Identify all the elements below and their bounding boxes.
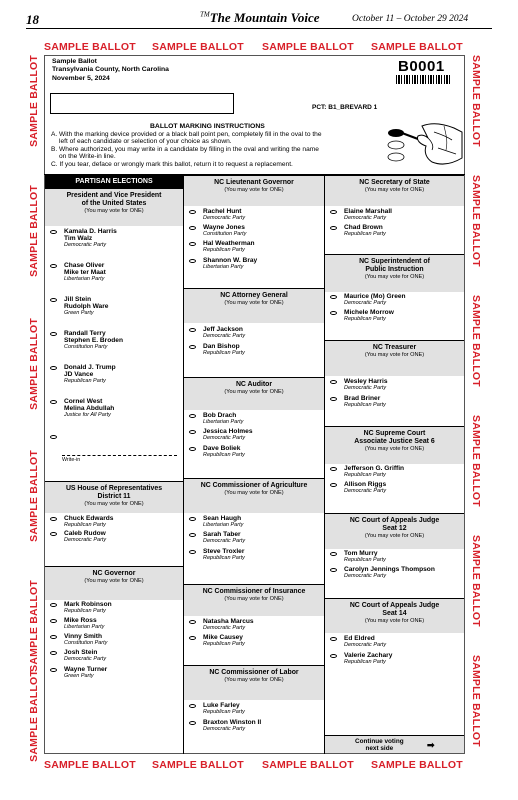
candidate-party: Democratic Party — [344, 215, 387, 222]
candidate-oval[interactable] — [50, 532, 57, 536]
candidate-oval[interactable] — [330, 467, 337, 471]
candidate-name: Hal Weatherman — [203, 240, 255, 247]
vote-for-note: (You may vote for ONE) — [84, 578, 144, 584]
candidate-party: Democratic Party — [203, 435, 246, 442]
candidate-oval[interactable] — [50, 517, 57, 521]
marking-hand-illustration — [382, 118, 464, 174]
candidate-name: Carolyn Jennings Thompson — [344, 566, 435, 573]
candidate-entry[interactable] — [64, 262, 106, 283]
candidate-party: Republican Party — [203, 452, 245, 459]
candidate-entry[interactable] — [344, 481, 386, 495]
candidate-name: Kamala D. Harris — [64, 228, 117, 235]
candidate-oval[interactable] — [330, 568, 337, 572]
candidate-party: Democratic Party — [203, 726, 246, 733]
candidate-name: Donald J. Trump — [64, 364, 116, 371]
contest-header-us-house — [45, 481, 183, 513]
candidate-entry[interactable] — [203, 515, 243, 529]
candidate-entry[interactable] — [344, 566, 435, 580]
candidate-name: Bob Drach — [203, 412, 237, 419]
candidate-entry[interactable] — [203, 240, 255, 254]
candidate-name: Mike Causey — [203, 634, 243, 641]
candidate-entry[interactable] — [64, 633, 107, 647]
candidate-party: Democratic Party — [344, 573, 387, 580]
candidate-party: Republican Party — [344, 557, 386, 564]
candidate-oval[interactable] — [330, 552, 337, 556]
candidate-name: Wayne Jones — [203, 224, 245, 231]
candidate-oval[interactable] — [189, 447, 196, 451]
ballot-header-line: Sample Ballot — [52, 58, 97, 65]
candidate-entry[interactable] — [203, 428, 253, 442]
vote-for-note: (You may vote for ONE) — [84, 208, 144, 214]
candidate-name: JD Vance — [64, 371, 94, 379]
candidate-entry[interactable] — [344, 465, 404, 479]
contest-title: NC Auditor — [235, 381, 273, 388]
candidate-party: Democratic Party — [203, 215, 246, 222]
candidate-party: Democratic Party — [344, 488, 387, 495]
candidate-name: Mike ter Maat — [64, 269, 106, 277]
candidate-entry[interactable] — [64, 601, 112, 615]
candidate-name: Valerie Zachary — [344, 652, 393, 659]
sample-ballot-watermark: SAMPLE BALLOT — [470, 535, 482, 627]
candidate-oval[interactable] — [50, 366, 57, 370]
candidate-name: Rudolph Ware — [64, 303, 109, 311]
candidate-party: Libertarian Party — [64, 624, 105, 631]
candidate-party: Republican Party — [64, 522, 106, 529]
candidate-party: Constitution Party — [64, 640, 108, 647]
candidate-entry[interactable] — [64, 228, 117, 249]
candidate-entry[interactable] — [64, 364, 116, 385]
contest-header-auditor — [184, 377, 324, 410]
candidate-party: Democratic Party — [64, 537, 107, 544]
instruction-line: B. Where authorized, you may write in a candidate by filling in the oval and writing the name — [51, 145, 319, 153]
candidate-entry[interactable] — [203, 618, 254, 632]
candidate-name: Steve Troxler — [203, 548, 245, 555]
candidate-entry[interactable] — [203, 548, 245, 562]
candidate-party: Democratic Party — [64, 242, 107, 249]
candidate-oval[interactable] — [50, 264, 57, 268]
candidate-oval[interactable] — [330, 637, 337, 641]
sample-ballot-watermark: SAMPLE BALLOT — [470, 415, 482, 507]
contest-title: NC Court of Appeals Judge — [349, 517, 440, 524]
contest-title: Seat 12 — [382, 525, 407, 532]
contest-title: District 11 — [97, 493, 131, 500]
sample-ballot-watermark: SAMPLE BALLOT — [470, 175, 482, 267]
sample-ballot-watermark: SAMPLE BALLOT — [28, 580, 40, 672]
candidate-oval[interactable] — [189, 517, 196, 521]
contest-title: NC Commissioner of Agriculture — [200, 482, 308, 489]
candidate-party: Libertarian Party — [203, 522, 244, 529]
contest-title: NC Supreme Court — [363, 430, 426, 437]
candidate-entry[interactable] — [203, 208, 245, 222]
candidate-entry[interactable] — [344, 395, 386, 409]
write-in-label: Write-in — [62, 457, 81, 463]
contest-title: of the United States — [81, 200, 147, 207]
sample-ballot-watermark: SAMPLE BALLOT — [28, 450, 40, 542]
candidate-party: Democratic Party — [203, 625, 246, 632]
contest-header-agriculture — [184, 478, 324, 513]
candidate-entry[interactable] — [344, 293, 406, 307]
vote-for-note: (You may vote for ONE) — [224, 596, 284, 602]
candidate-name: Shannon W. Bray — [203, 257, 258, 264]
candidate-oval[interactable] — [189, 242, 196, 246]
candidate-name: Dan Bishop — [203, 343, 240, 350]
candidate-party: Constitution Party — [64, 344, 108, 351]
contest-header-attorney-general — [184, 288, 324, 323]
candidate-oval[interactable] — [189, 636, 196, 640]
candidate-oval[interactable] — [189, 704, 196, 708]
candidate-entry[interactable] — [344, 635, 386, 649]
candidate-name: Chase Oliver — [64, 262, 105, 269]
contest-header-governor — [45, 566, 183, 600]
candidate-oval[interactable] — [50, 332, 57, 336]
candidate-entry[interactable] — [344, 652, 392, 666]
candidate-party: Republican Party — [203, 247, 245, 254]
continue-text — [355, 738, 404, 752]
precinct-label: PCT: B1_BREVARD 1 — [312, 104, 378, 111]
publication-name: The Mountain Voice — [209, 10, 320, 25]
candidate-party: Democratic Party — [344, 300, 387, 307]
sample-ballot-watermark: SAMPLE BALLOT — [28, 55, 40, 147]
contest-title: US House of Representatives — [65, 485, 163, 492]
contest-header-secretary-of-state — [325, 175, 464, 206]
contest-header-labor — [184, 665, 324, 700]
candidate-entry[interactable] — [64, 330, 123, 351]
continue-line: Continue voting — [355, 738, 404, 745]
candidate-party: Republican Party — [344, 402, 386, 409]
candidate-party: Libertarian Party — [203, 419, 244, 426]
sample-ballot-watermark: SAMPLE BALLOT — [371, 759, 463, 771]
candidate-party: Republican Party — [344, 472, 386, 479]
candidate-entry[interactable] — [203, 412, 243, 426]
candidate-name: Josh Stein — [64, 649, 98, 656]
candidate-oval[interactable] — [189, 721, 196, 725]
candidate-name: Mark Robinson — [64, 601, 112, 608]
candidate-name: Allison Riggs — [344, 481, 387, 488]
publication-date: October 11 – October 29 2024 — [352, 14, 469, 24]
candidate-party: Constitution Party — [203, 231, 247, 238]
candidate-name: Wesley Harris — [344, 378, 388, 385]
contest-title: NC Attorney General — [220, 292, 288, 299]
vote-for-note: (You may vote for ONE) — [224, 490, 284, 496]
candidate-name: Sean Haugh — [203, 515, 242, 522]
candidate-name: Stephen E. Broden — [64, 337, 123, 345]
contest-header-supreme-court — [325, 426, 464, 464]
partisan-elections-banner: PARTISAN ELECTIONS — [45, 175, 183, 188]
candidate-name: Michele Morrow — [344, 309, 394, 316]
candidate-name: Ed Eldred — [344, 635, 375, 642]
candidate-name: Dave Boliek — [203, 445, 241, 452]
candidate-name: Vinny Smith — [64, 633, 102, 640]
ballot-header-line: November 5, 2024 — [52, 74, 110, 82]
candidate-oval[interactable] — [189, 328, 196, 332]
contest-title: NC Superintendent of — [359, 258, 430, 265]
candidate-party: Green Party — [64, 310, 94, 317]
contest-title: NC Governor — [92, 570, 136, 577]
sample-ballot-watermark: SAMPLE BALLOT — [152, 759, 244, 771]
candidate-entry[interactable] — [203, 326, 245, 340]
candidate-entry[interactable] — [344, 224, 386, 238]
candidate-name: Braxton Winston II — [203, 719, 262, 726]
candidate-oval[interactable] — [50, 400, 57, 404]
sample-ballot-watermark: SAMPLE BALLOT — [28, 670, 40, 762]
candidate-entry[interactable] — [64, 515, 113, 529]
candidate-entry[interactable] — [344, 208, 392, 222]
candidate-party: Democratic Party — [64, 656, 107, 663]
candidate-entry[interactable] — [64, 617, 104, 631]
candidate-name: Tom Murry — [344, 550, 378, 557]
candidate-party: Green Party — [64, 673, 94, 680]
candidate-entry[interactable] — [203, 445, 245, 459]
instruction-line: A. With the marking device provided or a black ball point pen, completely fill in the oval to the — [51, 131, 322, 138]
candidate-name: Luke Farley — [203, 702, 240, 709]
vote-for-note: (You may vote for ONE) — [224, 187, 284, 193]
candidate-oval[interactable] — [189, 620, 196, 624]
candidate-party: Republican Party — [344, 231, 386, 238]
candidate-oval[interactable] — [50, 230, 57, 234]
candidate-party: Libertarian Party — [203, 264, 244, 271]
sample-ballot-watermark: SAMPLE BALLOT — [44, 759, 136, 771]
vote-for-note: (You may vote for ONE) — [364, 352, 425, 358]
contest-title: Seat 14 — [382, 610, 407, 617]
sample-ballot-watermark: SAMPLE BALLOT — [28, 185, 40, 277]
candidate-oval[interactable] — [50, 619, 57, 623]
candidate-party: Democratic Party — [344, 385, 387, 392]
candidate-oval[interactable] — [330, 210, 337, 214]
candidate-oval[interactable] — [330, 483, 337, 487]
candidate-name: Chad Brown — [344, 224, 383, 231]
contest-header-president — [45, 188, 183, 226]
candidate-entry[interactable] — [203, 257, 257, 271]
candidate-party: Republican Party — [203, 709, 245, 716]
contest-header-treasurer — [325, 340, 464, 376]
candidate-name: Brad Briner — [344, 395, 381, 402]
candidate-party: Libertarian Party — [64, 276, 105, 283]
candidate-oval[interactable] — [330, 654, 337, 658]
candidate-entry[interactable] — [203, 531, 245, 545]
candidate-oval[interactable] — [189, 210, 196, 214]
candidate-entry[interactable] — [64, 666, 107, 680]
candidate-entry[interactable] — [64, 530, 106, 544]
write-in-oval[interactable] — [50, 435, 57, 439]
sample-ballot-watermark: SAMPLE BALLOT — [44, 41, 136, 53]
candidate-party: Democratic Party — [203, 538, 246, 545]
contest-title: NC Treasurer — [372, 344, 417, 351]
candidate-name: Jessica Holmes — [203, 428, 253, 435]
candidate-oval[interactable] — [330, 311, 337, 315]
candidate-party: Republican Party — [203, 641, 245, 648]
candidate-entry[interactable] — [344, 378, 388, 392]
candidate-oval[interactable] — [189, 550, 196, 554]
candidate-party: Republican Party — [64, 608, 106, 615]
candidate-name: Jefferson G. Griffin — [344, 465, 405, 472]
candidate-entry[interactable] — [203, 702, 245, 716]
candidate-party: Justice for All Party — [64, 412, 111, 419]
arrow-right-icon: ➡ — [427, 740, 435, 750]
candidate-entry[interactable] — [203, 634, 245, 648]
vote-for-note: (You may vote for ONE) — [364, 618, 425, 624]
candidate-name: Jill Stein — [64, 296, 92, 303]
sample-ballot-watermark: SAMPLE BALLOT — [262, 759, 354, 771]
candidate-oval[interactable] — [189, 414, 196, 418]
vote-for-note: (You may vote for ONE) — [224, 300, 284, 306]
ballot-header-info — [52, 58, 169, 83]
vote-for-note: (You may vote for ONE) — [364, 187, 425, 193]
candidate-name: Cornel West — [64, 398, 103, 405]
candidate-oval[interactable] — [189, 226, 196, 230]
write-in-line[interactable] — [62, 455, 177, 456]
candidate-entry[interactable] — [344, 550, 386, 564]
candidate-oval[interactable] — [330, 397, 337, 401]
candidate-oval[interactable] — [189, 430, 196, 434]
sample-ballot-watermark: SAMPLE BALLOT — [371, 41, 463, 53]
candidate-name: Tim Walz — [64, 235, 93, 243]
candidate-entry[interactable] — [203, 343, 245, 357]
candidate-name: Elaine Marshall — [344, 208, 393, 215]
contest-header-appeals-12 — [325, 513, 464, 549]
candidate-entry[interactable] — [203, 224, 246, 238]
candidate-entry[interactable] — [203, 719, 261, 733]
instructions — [51, 131, 322, 168]
ballot-header-line: Transylvania County, North Carolina — [52, 66, 169, 74]
candidate-name: Melina Abdullah — [64, 405, 115, 413]
vote-for-note: (You may vote for ONE) — [224, 389, 284, 395]
contest-title: President and Vice President — [66, 192, 162, 199]
candidate-party: Republican Party — [64, 378, 106, 385]
contest-title: NC Lieutenant Governor — [214, 179, 294, 186]
contest-title: Associate Justice Seat 6 — [354, 438, 435, 445]
candidate-entry[interactable] — [64, 649, 106, 663]
continue-voting-box — [325, 735, 464, 753]
candidate-name: Maurice (Mo) Green — [344, 293, 406, 300]
candidate-name: Jeff Jackson — [203, 326, 243, 333]
candidate-oval[interactable] — [50, 668, 57, 672]
candidate-name: Natasha Marcus — [203, 618, 254, 625]
contest-header-lt-governor — [184, 175, 324, 206]
instruction-line: on the Write-in line. — [59, 153, 116, 161]
sample-ballot-watermark: SAMPLE BALLOT — [152, 41, 244, 53]
contest-header-superintendent — [325, 254, 464, 292]
vote-for-note: (You may vote for ONE) — [364, 274, 425, 280]
candidate-entry[interactable] — [64, 296, 108, 317]
candidate-oval[interactable] — [189, 259, 196, 263]
contest-title: Public Instruction — [365, 266, 424, 273]
candidate-name: Chuck Edwards — [64, 515, 114, 522]
contest-title: NC Commissioner of Labor — [209, 669, 299, 676]
candidate-name: Rachel Hunt — [203, 208, 242, 215]
contest-title: NC Commissioner of Insurance — [202, 588, 306, 595]
candidate-oval[interactable] — [330, 226, 337, 230]
candidate-party: Republican Party — [344, 316, 386, 323]
candidate-name: Wayne Turner — [64, 666, 108, 673]
sample-ballot-watermark: SAMPLE BALLOT — [262, 41, 354, 53]
contest-title: NC Secretary of State — [359, 179, 430, 186]
vote-for-note: (You may vote for ONE) — [364, 533, 425, 539]
publication-tm: TM — [200, 10, 210, 19]
publication-title — [200, 10, 320, 26]
sample-ballot-watermark: SAMPLE BALLOT — [470, 295, 482, 387]
candidate-entry[interactable] — [344, 309, 394, 323]
sample-ballot-watermark: SAMPLE BALLOT — [470, 655, 482, 747]
sample-ballot-watermark: SAMPLE BALLOT — [470, 55, 482, 147]
candidate-entry[interactable] — [64, 398, 114, 419]
ballot-id: B0001 — [398, 58, 445, 75]
ballot-blank-box — [50, 93, 234, 114]
candidate-oval[interactable] — [189, 345, 196, 349]
instructions-title: BALLOT MARKING INSTRUCTIONS — [150, 123, 265, 130]
candidate-name: Sarah Taber — [203, 531, 241, 538]
candidate-party: Republican Party — [344, 659, 386, 666]
candidate-oval[interactable] — [50, 298, 57, 302]
candidate-oval[interactable] — [189, 533, 196, 537]
candidate-oval[interactable] — [50, 651, 57, 655]
candidate-party: Democratic Party — [344, 642, 387, 649]
vote-for-note: (You may vote for ONE) — [364, 446, 425, 452]
page-number: 18 — [26, 12, 39, 27]
instruction-line: C. If you tear, deface or wrongly mark this ballot, return it to request a replacement. — [51, 160, 293, 168]
candidate-name: Randall Terry — [64, 330, 106, 337]
sample-ballot-watermark: SAMPLE BALLOT — [28, 318, 40, 410]
candidate-oval[interactable] — [50, 603, 57, 607]
barcode — [396, 75, 452, 84]
candidate-name: Caleb Rudow — [64, 530, 106, 537]
vote-for-note: (You may vote for ONE) — [224, 677, 284, 683]
contest-title: NC Court of Appeals Judge — [349, 602, 440, 609]
candidate-oval[interactable] — [330, 380, 337, 384]
continue-line: next side — [365, 745, 394, 752]
header-rule — [26, 28, 492, 29]
vote-for-note: (You may vote for ONE) — [84, 501, 144, 507]
instruction-line: left of each candidate or selection of your choice as shown. — [59, 138, 232, 146]
candidate-party: Republican Party — [203, 555, 245, 562]
candidate-party: Republican Party — [203, 350, 245, 357]
candidate-name: Mike Ross — [64, 617, 97, 624]
candidate-party: Democratic Party — [203, 333, 246, 340]
candidate-oval[interactable] — [50, 635, 57, 639]
contest-header-appeals-14 — [325, 598, 464, 633]
candidate-oval[interactable] — [330, 295, 337, 299]
contest-header-insurance — [184, 584, 324, 616]
